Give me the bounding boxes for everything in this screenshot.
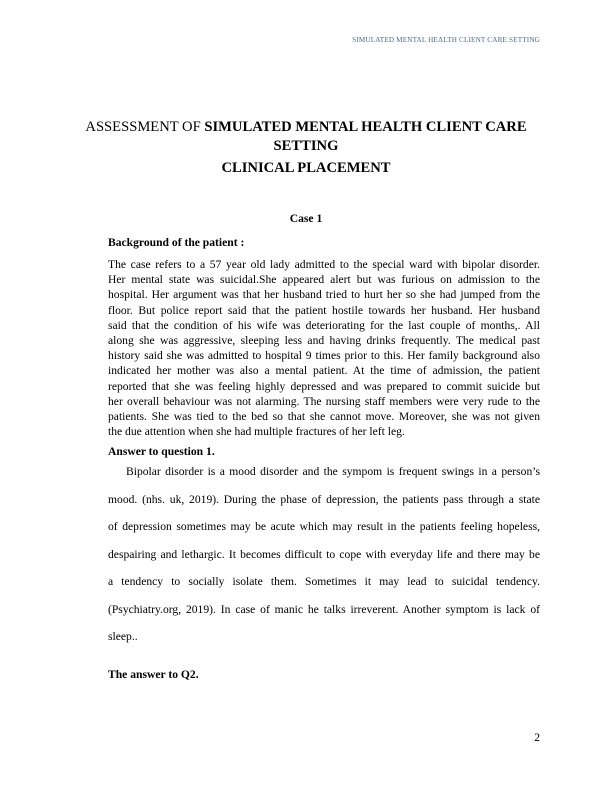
- title-continuation: SETTING: [273, 138, 339, 154]
- paragraph-line: reported that she was feeling highly depressed and was prepared to commit suicide but: [108, 379, 540, 393]
- paragraph-line: of depression sometimes may be acute which may result in the patients feeling hopeless,: [108, 520, 540, 533]
- paragraph-line: a tendency to socially isolate them. Sometimes it may lead to suicidal tendency.: [108, 575, 540, 588]
- paragraph-line: floor. But police report said that the patient hostile towards her husband. Her husband: [108, 303, 540, 317]
- paragraph-line: the due attention when she had multiple fractures of her left leg.: [108, 425, 405, 439]
- background-paragraph: [108, 257, 540, 439]
- paragraph-line: history said she was admitted to hospital 9 times prior to this. Her family background also: [108, 349, 540, 363]
- paragraph-line: said that the condition of his wife was deteriorating for the last couple of months,. All: [108, 318, 540, 332]
- case-label: Case 1: [289, 212, 323, 225]
- paragraph-line: Bipolar disorder is a mood disorder and the sympom is frequent swings in a person’s: [126, 465, 540, 478]
- document-title: [72, 118, 540, 156]
- paragraph-line: hospital. Her argument was that her husband tried to hurt her so she had jumped from the: [108, 288, 540, 302]
- paragraph-line: Her mental state was suicidal.She appeared alert but was furious on admission to the: [108, 273, 540, 287]
- paragraph-line: (Psychiatry.org, 2019). In case of manic he talks irreverent. Another symptom is lack of: [108, 602, 540, 616]
- answer2-heading: The answer to Q2.: [108, 668, 199, 681]
- page-number: 2: [534, 731, 540, 744]
- paragraph-line: sleep..: [108, 630, 138, 643]
- paragraph-line: her overall behaviour was not alarming. The nursing staff members were very rude to the: [108, 394, 540, 408]
- paragraph-line: patients. She was tied to the bed so that she cannot move. Moreover, she was not given: [108, 410, 540, 424]
- paragraph-line: The case refers to a 57 year old lady admitted to the special ward with bipolar disorder.: [108, 258, 540, 271]
- document-subtitle: CLINICAL PLACEMENT: [221, 160, 391, 176]
- paragraph-line: mood. (nhs. uk, 2019). During the phase of depression, the patients pass through a state: [108, 492, 540, 506]
- answer1-heading: Answer to question 1.: [108, 445, 215, 458]
- background-heading: Background of the patient :: [108, 236, 245, 249]
- paragraph-line: indicated her mother was also a mental patient. At the time of admission, the patient: [108, 364, 540, 378]
- paragraph-line: despairing and lethargic. It becomes difficult to cope with everyday life and there may be: [108, 547, 540, 561]
- title-prefix: ASSESSMENT OF: [85, 119, 205, 135]
- title-bold: SIMULATED MENTAL HEALTH CLIENT CARE: [204, 119, 527, 135]
- answer1-paragraph: [108, 464, 540, 657]
- paragraph-line: along she was aggressive, sleeping less and having drinks frequently. The medical past: [108, 334, 540, 348]
- running-header: SIMULATED MENTAL HEALTH CLIENT CARE SETTING: [352, 36, 540, 44]
